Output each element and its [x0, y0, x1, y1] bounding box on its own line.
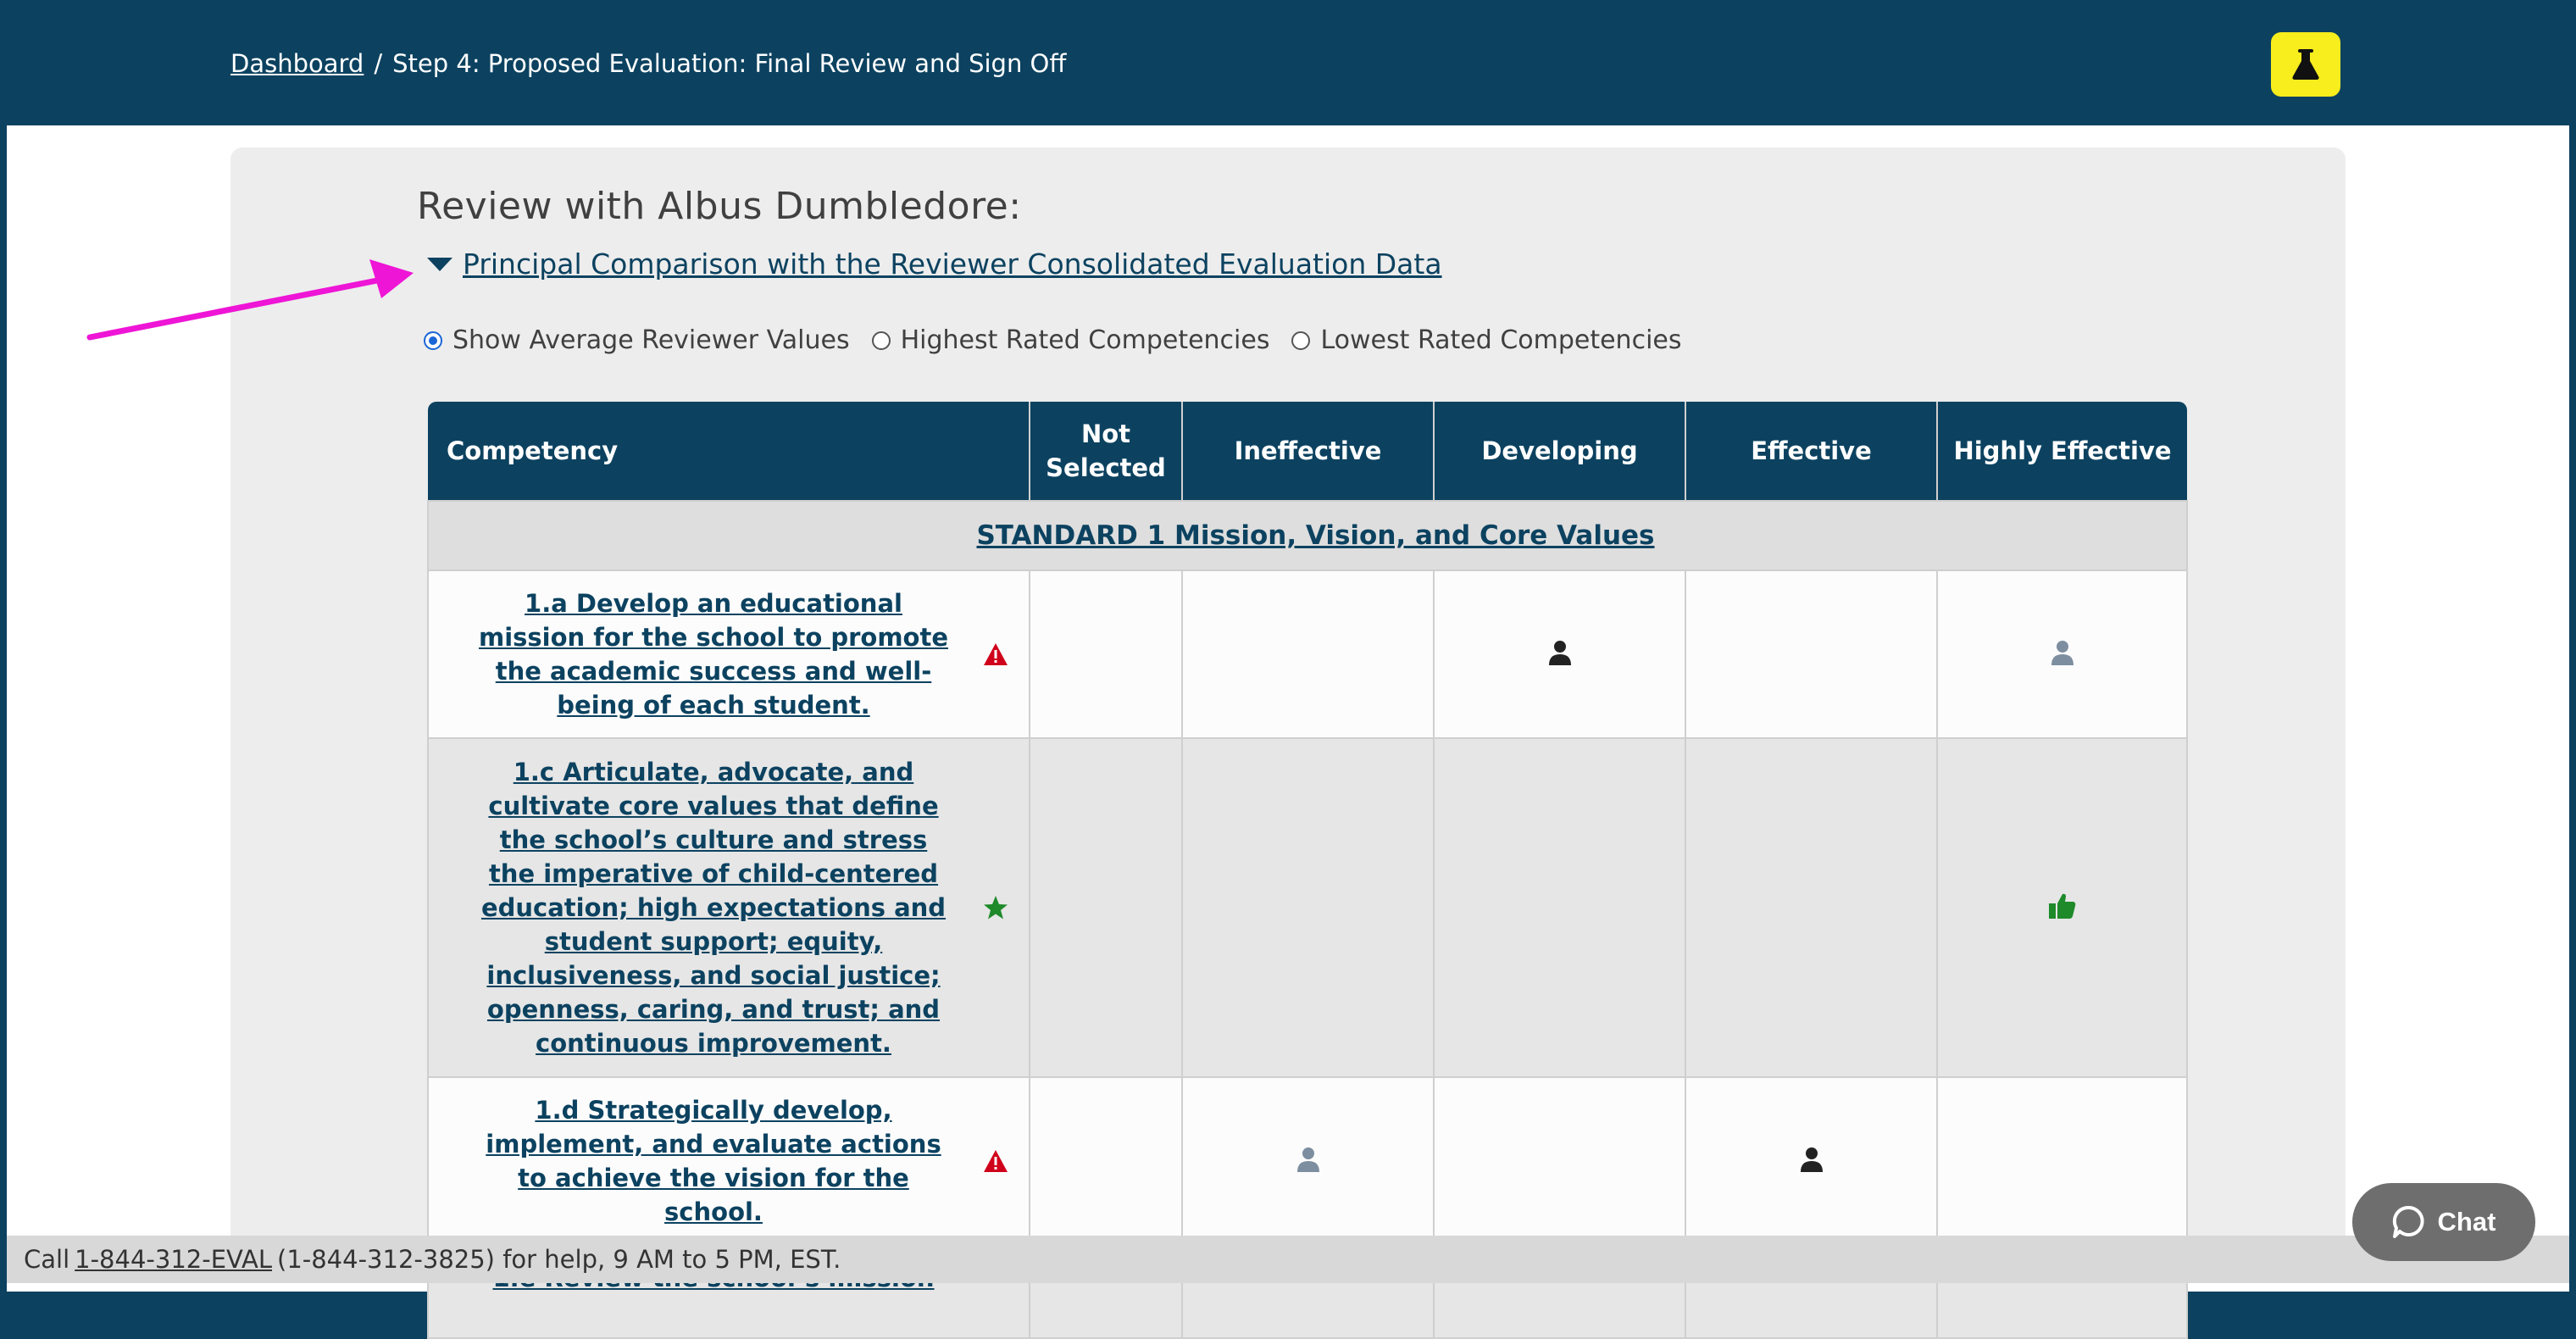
star-icon	[983, 895, 1008, 920]
comparison-toggle-link[interactable]: Principal Comparison with the Reviewer Consolidated Evaluation Data	[463, 247, 1442, 281]
radio-highest[interactable]	[872, 325, 1270, 355]
standard-row	[428, 501, 2187, 570]
chat-bubble-icon	[2392, 1205, 2426, 1239]
radio-lowest[interactable]	[1291, 325, 1681, 355]
footer-suffix: (1-844-312-3825) for help, 9 AM to 5 PM, EST.	[277, 1245, 841, 1274]
header-ineffective: Ineffective	[1182, 402, 1434, 501]
footer-prefix: Call	[24, 1245, 70, 1274]
radio-average-button[interactable]	[424, 331, 442, 350]
breadcrumb-dashboard-link[interactable]: Dashboard	[230, 49, 364, 78]
table-row	[428, 570, 2187, 738]
cell-ineffective	[1182, 1077, 1434, 1245]
cell-developing	[1434, 570, 1685, 738]
flask-icon	[2290, 47, 2321, 81]
cell-developing	[1434, 1077, 1685, 1245]
principal-person-icon	[1549, 640, 1571, 665]
table-row	[428, 738, 2187, 1077]
radio-average-label: Show Average Reviewer Values	[452, 325, 850, 355]
chat-label: Chat	[2437, 1207, 2496, 1236]
breadcrumb-current: Step 4: Proposed Evaluation: Final Review and Sign Off	[392, 49, 1067, 78]
cell-developing	[1434, 738, 1685, 1077]
review-panel	[230, 147, 2346, 1275]
header-highly-effective: Highly Effective	[1937, 402, 2187, 501]
help-footer	[7, 1236, 2569, 1283]
warning-icon	[983, 1149, 1008, 1173]
table-row	[428, 1077, 2187, 1245]
top-bar	[0, 0, 2576, 125]
caret-down-icon	[425, 256, 454, 273]
review-title: Review with Albus Dumbledore:	[417, 185, 1022, 228]
table-header-row	[428, 402, 2187, 501]
competency-link[interactable]: 1.d Strategically develop, implement, and evaluate actions to achieve the vision for the school.	[486, 1096, 941, 1226]
header-developing: Developing	[1434, 402, 1685, 501]
cell-effective	[1685, 1077, 1937, 1245]
cell-effective	[1685, 570, 1937, 738]
header-competency: Competency	[428, 402, 1030, 501]
cell-effective	[1685, 738, 1937, 1077]
radio-average[interactable]	[424, 325, 850, 355]
labs-button[interactable]	[2271, 32, 2340, 97]
header-not-selected: Not Selected	[1030, 402, 1182, 501]
breadcrumb	[230, 46, 1066, 81]
cell-not-selected	[1030, 570, 1182, 738]
comparison-toggle[interactable]	[425, 247, 1442, 281]
standard-link[interactable]: STANDARD 1 Mission, Vision, and Core Values	[976, 520, 1655, 551]
cell-highly-effective	[1937, 738, 2187, 1077]
cell-not-selected	[1030, 1077, 1182, 1245]
competency-link[interactable]: 1.c Articulate, advocate, and cultivate core values that define the school’s culture and stress the imperative of child-centered education; high expectations and student support; equity, inclusiveness, and social justice; openness, caring, and trust; and continuous improvement.	[480, 758, 947, 1058]
chat-button[interactable]	[2352, 1183, 2535, 1261]
cell-not-selected	[1030, 738, 1182, 1077]
reviewer-person-icon	[1297, 1147, 1319, 1172]
radio-lowest-button[interactable]	[1291, 331, 1310, 350]
warning-icon	[983, 642, 1008, 666]
annotation-arrow-icon	[85, 254, 424, 356]
cell-highly-effective	[1937, 570, 2187, 738]
thumbs-up-icon	[2048, 892, 2077, 920]
radio-highest-button[interactable]	[872, 331, 891, 350]
header-effective: Effective	[1685, 402, 1937, 501]
radio-highest-label: Highest Rated Competencies	[900, 325, 1270, 355]
competency-link[interactable]: 1.a Develop an educational mission for the school to promote the academic success and well-being of each student.	[478, 589, 949, 720]
radio-lowest-label: Lowest Rated Competencies	[1320, 325, 1682, 355]
principal-person-icon	[1801, 1147, 1823, 1172]
cell-ineffective	[1182, 570, 1434, 738]
reviewer-person-icon	[2051, 640, 2074, 665]
cell-ineffective	[1182, 738, 1434, 1077]
competency-table	[427, 402, 2188, 1339]
breadcrumb-separator: /	[374, 49, 383, 78]
footer-phone-link[interactable]: 1-844-312-EVAL	[75, 1245, 272, 1274]
view-options	[424, 325, 1682, 355]
cell-highly-effective	[1937, 1077, 2187, 1245]
